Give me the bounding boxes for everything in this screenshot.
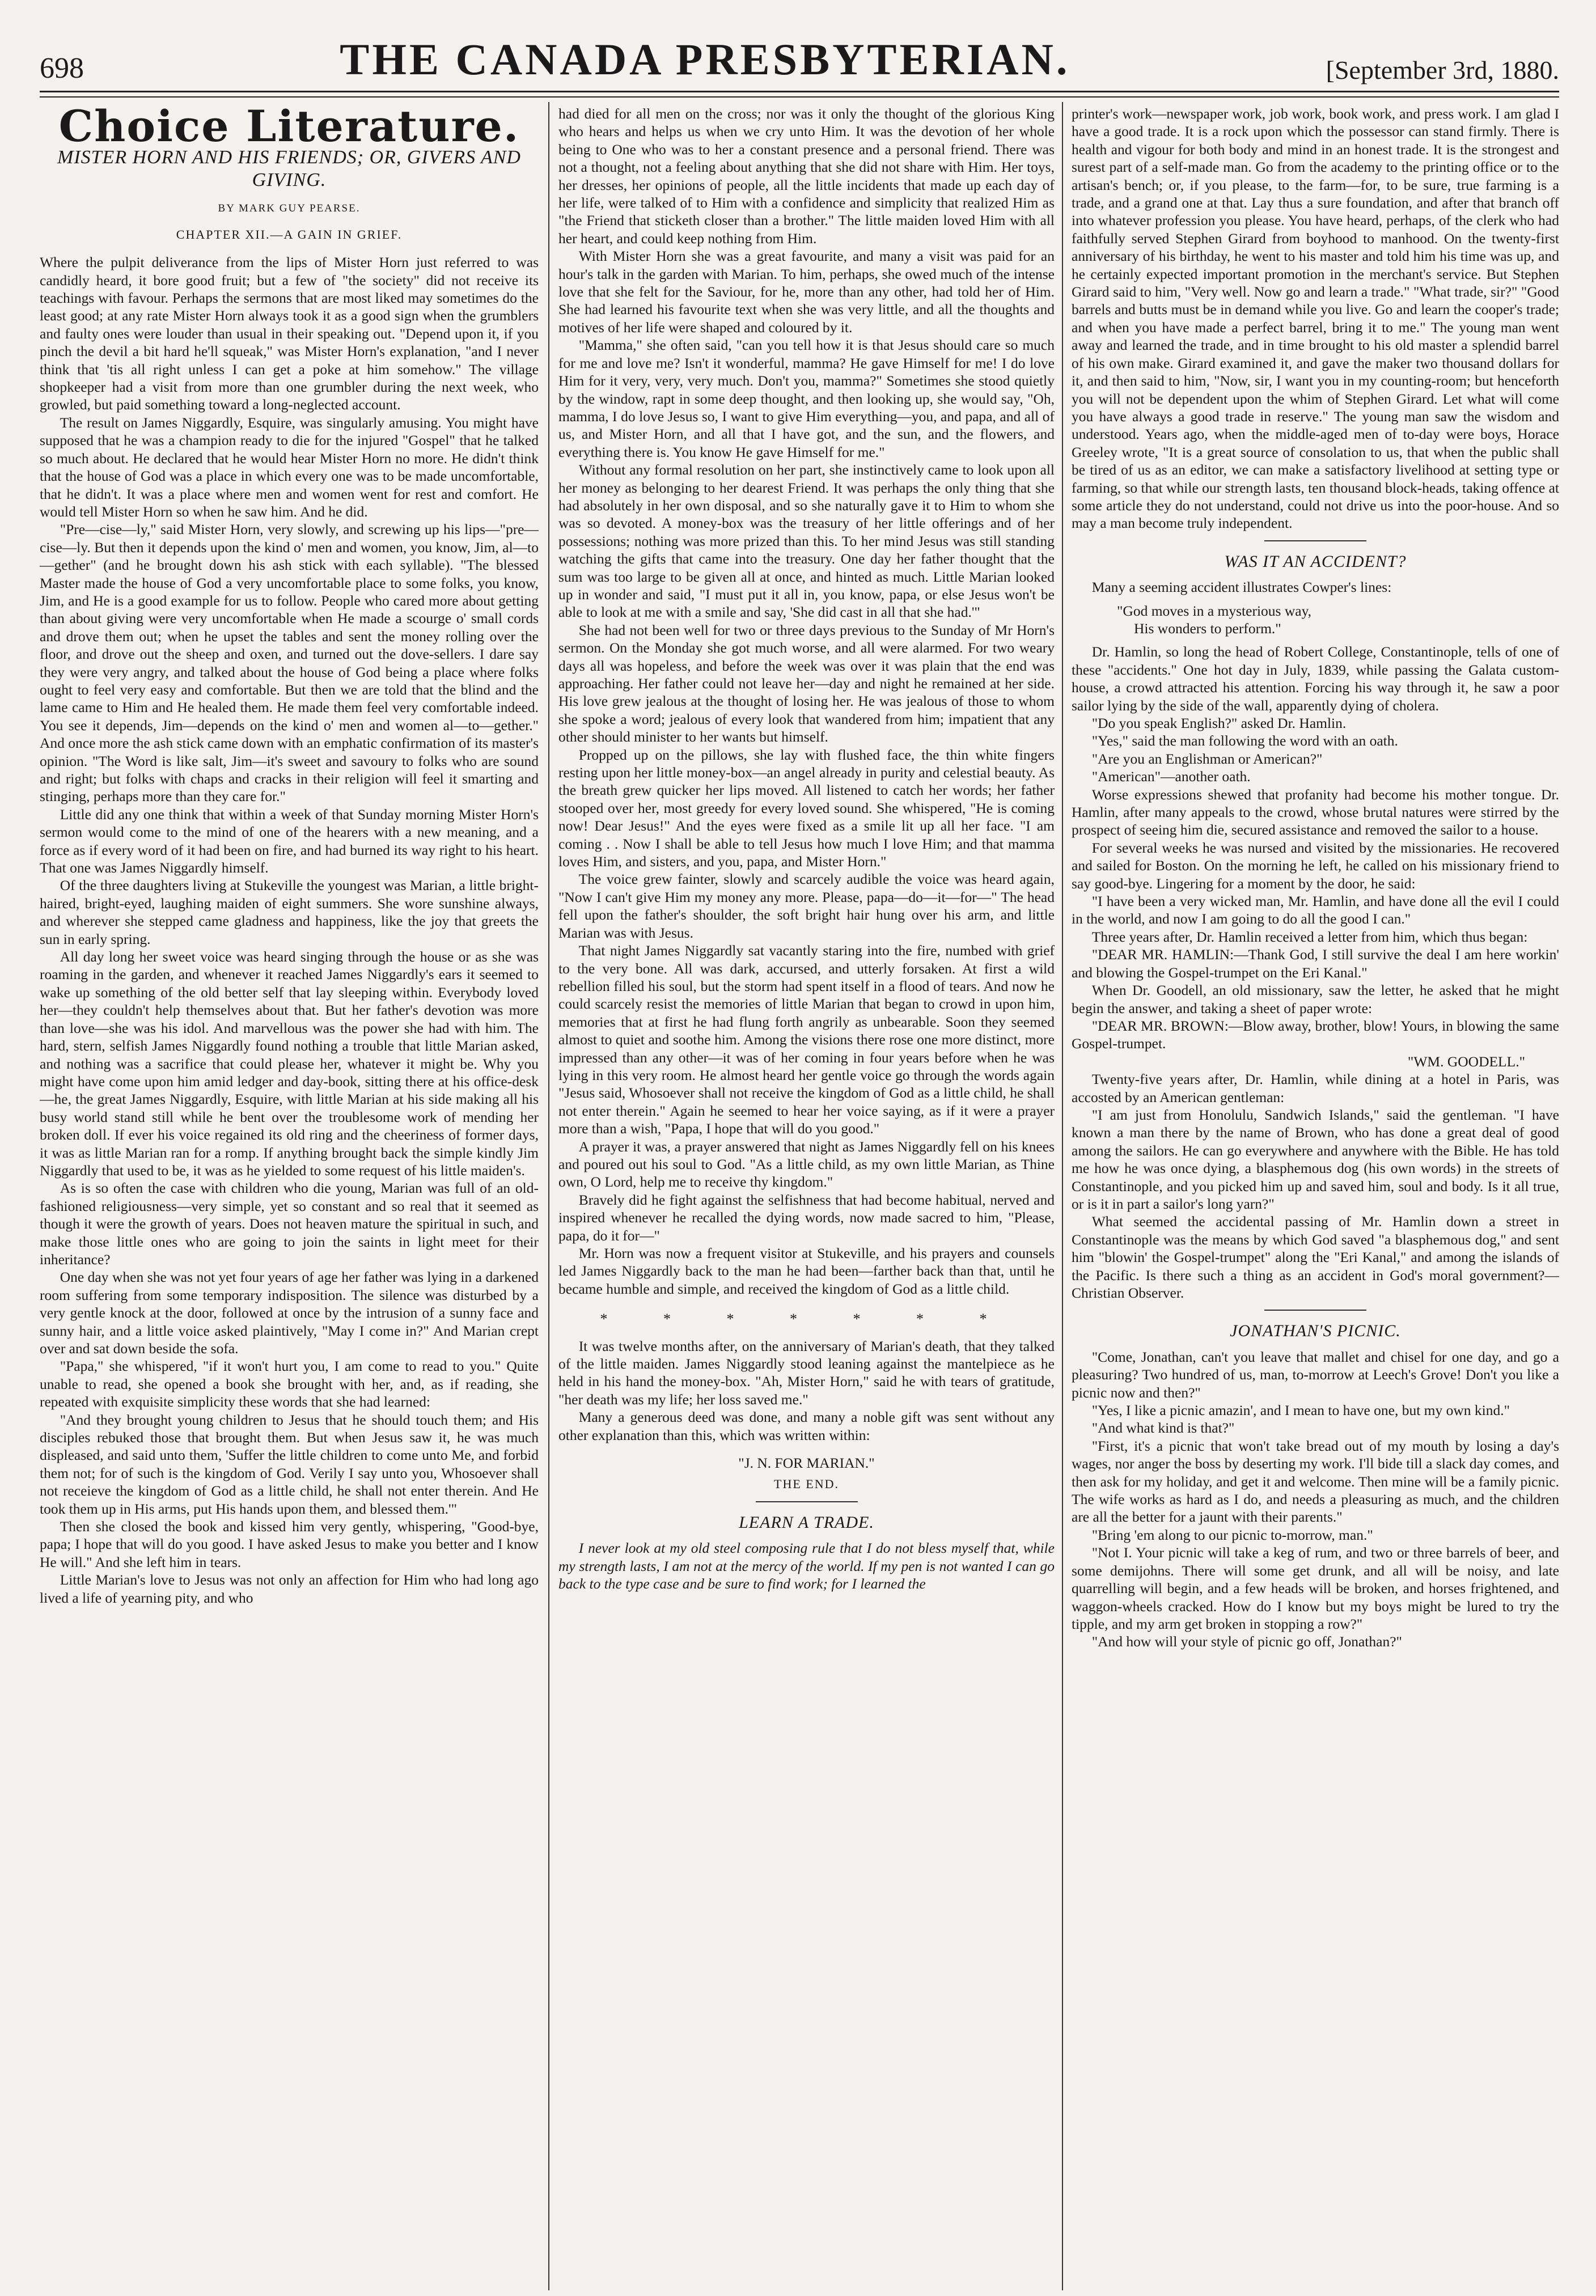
paragraph: Propped up on the pillows, she lay with flushed face, the thin white fingers resting upon her little money-box—an angel already in purity and celestial beauty. As the breath grew quicker her lips moved. All listened to catch her words; her father stooped over her, most greedy for every loved sound. She whispered, "He is coming now! Dear Jesus!" And the eyes were fixed as a smile lit up all her face. "I am coming . . Now I shall be able to tell Jesus how much I love Him; and that mamma loves Him, and sisters, and you, papa, and Mister Horn."	[558, 746, 1055, 870]
paragraph: "I have been a very wicked man, Mr. Hamlin, and have done all the evil I could in the world, and now I am going to do all the good I can."	[1072, 893, 1559, 927]
paragraph: When Dr. Goodell, an old missionary, saw the letter, he asked that he might begin the answer, and taking a sheet of paper wrote:	[1072, 982, 1559, 1016]
paragraph: Dr. Hamlin, so long the head of Robert College, Constantinople, tells of one of these "accidents." One hot day in July, 1839, while passing the Galata custom-house, a crowd attracted his attention. Forcing his way through it, he saw a poor sailor lying by the side of the wall, apparently dying of cholera.	[1072, 643, 1559, 714]
paragraph: Twenty-five years after, Dr. Hamlin, while dining at a hotel in Paris, was accosted by an American gentleman:	[1072, 1071, 1559, 1105]
header-rule-thin	[40, 96, 1559, 98]
paragraph: A prayer it was, a prayer answered that night as James Niggardly fell on his knees and poured out his soul to God. "As a little child, as my own little Marian, as Thine own, O Lord, help me to receive thy kingdom."	[558, 1138, 1055, 1191]
letter-signature: "WM. GOODELL."	[1407, 1053, 1525, 1070]
paragraph: Where the pulpit deliverance from the lips of Mister Horn just referred to was candidly heard, it bore good fruit; but a few of "the society" did not receive its teachings with favour. Perhaps the sermons that are most liked may sometimes do the least good; at any rate Mister Horn always took it as a good sign when the grumblers and faulty ones were louder than usual in their speaking out. "Depend upon it, if you pinch the devil a bit hard he'll squeak," was Mister Horn's explanation, "and I never think that 'tis all right unless I can get a poke at him somehow." The village shopkeeper had a visit from more than one grumbler during the next week, who growled, but paid something toward a long-neglected account.	[40, 254, 539, 413]
paragraph: "Are you an Englishman or American?"	[1091, 750, 1323, 767]
paragraph: Of the three daughters living at Stukeville the youngest was Marian, a little bright-haired, bright-eyed, laughing maiden of eight summers. She wore sunshine always, and wherever she stepped came gladness and happiness, like the joy that greets the sun in early spring.	[40, 877, 539, 947]
paragraph: "Do you speak English?" asked Dr. Hamlin.	[1091, 715, 1347, 731]
paragraph: "First, it's a picnic that won't take bread out of my mouth by losing a day's wages, nor anger the boss by deserting my work. I'll bide till a slack day comes, and then ask for my holiday, and get it and welcome. Then mine will be a family picnic. The wife works as hard as I do, and needs a pleasuring as much, and the children are all the better for a jaunt with their parents."	[1072, 1437, 1559, 1526]
paragraph: Bravely did he fight against the selfishness that had become habitual, nerved and inspired whenever he recalled the dying words, now made sacred to him, "Please, papa, do it for—"	[558, 1191, 1055, 1244]
article-byline: BY MARK GUY PEARSE.	[218, 202, 361, 215]
paragraph: "Papa," she whispered, "if it won't hurt you, I am come to read to you." Quite unable to read, she opened a book she brought with her, and, as if reading, she repeated with exquisite simplicity these words that she had learned:	[40, 1358, 539, 1410]
page-number: 698	[40, 52, 84, 84]
paragraph: What seemed the accidental passing of Mr. Hamlin down a street in Constantinople was the means by which God saved "a blasphemous dog," and sent him "blowin' the Gospel-trumpet" along the "Eri Kanal," and among the islands of the Pacific. Is there such a thing as an accident in God's moral government?—Christian Observer.	[1072, 1213, 1559, 1301]
paragraph: All day long her sweet voice was heard singing through the house or as she was roaming in the garden, and whenever it reached James Niggardly's ears it seemed to wake up something of the old better self that lay sleeping within. Everybody loved her—they couldn't help themselves about that. But her father's devotion was more than love—she was his idol. And marvellous was the power she had with him. The hard, stern, selfish James Niggardly found nothing a trouble that little Marian asked, and nothing was a sacrifice that could please her, whatever it might be. Why you might have come upon him amid ledger and day-book, sitting there at his office-desk—he, the great James Niggardly, Esquire, with little Marian at his side making all his busy world stand still while he bent over the troublesome work of mending her broken doll. If ever his voice regained its old ring and the cheeriness of former days, it was as little Marian ran for a romp. If anything brought back the simple kindly Jim Niggardly that used to be, it was as he yielded to some request of his little maiden's.	[40, 948, 539, 1179]
the-end: THE END.	[774, 1477, 839, 1492]
divider	[1264, 1310, 1366, 1311]
paragraph: "And what kind is that?"	[1091, 1420, 1235, 1437]
verse-line: "God moves in a mysterious way,	[1117, 602, 1312, 619]
column-2	[558, 105, 1055, 2285]
paragraph: "Mamma," she often said, "can you tell how it is that Jesus should care so much for me and love me? Isn't it wonderful, mamma? He gave Himself for me! I do love Him for it very, very, very much. Don't you, mamma?" Sometimes she stood quietly by the window, rapt in some deep thought, and then looking up, she would say, "Oh, mamma, I do love Jesus so, I want to give Him everything—you, and papa, and all of us, and Mister Horn, and all that I have got, and the sun, and the flowers, and everything there is. You know He gave Himself for me."	[558, 337, 1055, 460]
paragraph: "And they brought young children to Jesus that he should touch them; and His disciples rebuked those that brought them. But when Jesus saw it, he was much displeased, and said unto them, 'Suffer the little children to come unto Me, and forbid them not; for of such is the kingdom of God. Verily I say unto you, Whosoever shall not receieve the kingdom of God as a little child, he shall not enter therein. And He took them up in His arms, put His hands upon them, and blessed them.'"	[40, 1411, 539, 1517]
article-title: MISTER HORN AND HIS FRIENDS; OR, GIVERS AND GIVING.	[57, 147, 521, 191]
column-3	[1072, 105, 1559, 2285]
section-break-stars: * * * * * * *	[600, 1311, 1013, 1328]
paragraph: Three years after, Dr. Hamlin received a letter from him, which thus began:	[1091, 928, 1528, 945]
paragraph: The voice grew fainter, slowly and scarcely audible the voice was heard again, "Now I can't give Him my money any more. Please, papa—do—it—for—" The head fell upon the father's shoulder, the soft bright hair hung over his arm, and little Marian was with Jesus.	[558, 871, 1055, 941]
paragraph: "DEAR MR. BROWN:—Blow away, brother, blow! Yours, in blowing the same Gospel-trumpet.	[1072, 1017, 1559, 1052]
paragraph: "Come, Jonathan, can't you leave that mallet and chisel for one day, and go a pleasuring? Two hundred of us, man, to-morrow at Leech's Grove! Don't you like a picnic now and then?"	[1072, 1348, 1559, 1401]
paragraph: For several weeks he was nursed and visited by the missionaries. He recovered and sailed for Boston. On the morning he left, he called on his missionary friend to say good-bye. Lingering for a moment by the door, he said:	[1072, 839, 1559, 892]
paragraph: "Not I. Your picnic will take a keg of rum, and two or three barrels of beer, and some demijohns. There will some get drunk, and all will be noisy, and late quarrelling will begin, and a few heads will be broken, and horses frightened, and waggon-wheels cracked. How do I know but my boys might be lured to try the tipple, and my arm get broken in stopping a row?"	[1072, 1544, 1559, 1632]
paragraph: "And how will your style of picnic go off, Jonathan?"	[1091, 1633, 1402, 1650]
paragraph: Then she closed the book and kissed him very gently, whispering, "Good-bye, papa; I hope that will do you good. I have asked Jesus to make you better and I know He will." And she left him in tears.	[40, 1518, 539, 1570]
section-title: Choice Literature.	[58, 105, 520, 151]
paragraph: Without any formal resolution on her part, she instinctively came to look upon all her money as belonging to her dearest Friend. It was perhaps the only thing that she had absolutely in her own disposal, and so she naturally gave it to Him to whom she was so devoted. A money-box was the treasury of her little offerings and of her possessions; nothing was more prized than this. To her mind Jesus was still standing watching the gifts that came into the treasury. One day her father thought that the sum was too large to be given all at once, and hinted as much. Little Marian looked up in wonder and said, "I must put it all in, you know, papa, or else Jesus won't be able to look at me with a smile and say, 'She did cast in all that she had.'"	[558, 461, 1055, 621]
paragraph: printer's work—newspaper work, job work, book work, and press work. I am glad I have a good trade. It is a rock upon which the possessor can stand firmly. There is health and vigour for both body and mind in an honest trade. It is the strongest and surest part of a self-made man. Go from the academy to the printing office or to the artisan's bench; or, if you please, to the farm—for, to be sure, true farming is a trade, and a grand one at that. Lay thus a sure foundation, and after that branch off into whatever profession you please. You have heard, perhaps, of the clerk who had faithfully served Stephen Girard from boyhood to manhood. On the twenty-first anniversary of his birthday, he went to his master and told him his time was up, and he certainly expected important promotion in the merchant's service. But Stephen Girard said to him, "Very well. Now go and learn a trade." "What trade, sir?" "Good barrels and butts must be in demand while you live. Go and learn the cooper's trade; and when you have made a perfect barrel, bring it to me." The young man went away and learned the trade, and in time brought to his old master a splendid barrel of his own make. Girard examined it, and gave the maker two thousand dollars for it, and then said to him, "Now, sir, I want you in my counting-room; but henceforth you will not be dependent upon the whim of Stephen Girard. Let what will come you have always a good trade in reserve." The young man saw the wisdom and understood. Years ago, when the middle-aged men of to-day were boys, Horace Greeley wrote, "It is a great source of consolation to us, that when the public shall be tired of us as an editor, we can make a satisfactory livelihood at setting type or farming, so that while our strength lasts, ten thousand block-heads, taking offence at some article they do not understand, could not drive us into the poor-house. And so may a man become truly independent.	[1072, 105, 1559, 532]
paragraph: The result on James Niggardly, Esquire, was singularly amusing. You might have supposed that he was a champion ready to die for the injured "Gospel" that he talked so much about. He declared that he would hear Mister Horn no more. He didn't think that the house of God was a place in which every one was to be made uncomfortable, that he didn't. It was a place where men and women went for rest and comfort. He would tell Mister Horn so when he saw him. And he did.	[40, 414, 539, 520]
paragraph: It was twelve months after, on the anniversary of Marian's death, that they talked of the little maiden. James Niggardly stood leaning against the mantelpiece as he held in his hand the money-box. "Ah, Mister Horn," said he with tears of gratitude, "her death was my life; her loss saved me."	[558, 1337, 1055, 1408]
paragraph: had died for all men on the cross; nor was it only the thought of the glorious King who hears and helps us when we cry unto Him. It was the devotion of her whole being to One who was to her a constant presence and a personal friend. There was not a thought, not a feeling about anything that she did not share with Him. Her toys, her dresses, her opinions of people, all the little incidents that made up each day of her life, were talked of to Him with a confidence and simplicity that realized Him as "the Friend that sticketh closer than a brother." The little maiden loved Him with all her heart, and could keep nothing from Him.	[558, 105, 1055, 247]
paragraph: Many a seeming accident illustrates Cowper's lines:	[1091, 579, 1392, 596]
column-divider	[1062, 102, 1063, 2290]
verse-line: His wonders to perform."	[1134, 620, 1281, 637]
page-header	[40, 34, 1559, 85]
paragraph: Little did any one think that within a week of that Sunday morning Mister Horn's sermon would come to the mind of one of the hearers with a new meaning, and a force as if every word of it had been on fire, and had burned its way right to his heart. That one was James Niggardly himself.	[40, 806, 539, 876]
paragraph: "Yes," said the man following the word with an oath.	[1091, 732, 1398, 749]
paragraph: "I am just from Honolulu, Sandwich Islands," said the gentleman. "I have known a man there by the name of Brown, who has done a great deal of good among the sailors. He can go everywhere and anywhere with the Bible. He has told me how he was once dying, a blasphemous dog (his own words) in the streets of Constantinople, and you picked him up and saved him, soul and body. Is it all true, or is it in part a sailor's long yarn?"	[1072, 1106, 1559, 1212]
paragraph: With Mister Horn she was a great favourite, and many a visit was paid for an hour's talk in the garden with Marian. To him, perhaps, she owed much of the intense love that she felt for the Saviour, for he, more than any other, had told her of Him. She had learned his favourite text when she was very little, and all the thoughts and motives of her life were shaped and coloured by it.	[558, 248, 1055, 336]
paragraph: Many a generous deed was done, and many a noble gift was sent without any other explanation than this, which was written within:	[558, 1409, 1055, 1443]
paragraph: She had not been well for two or three days previous to the Sunday of Mr Horn's sermon. On the Monday she got much worse, and all were alarmed. For two weary days all was hopeless, and before the week was over it was plain that the end was approaching. Her father could not leave her—day and night he remained at her side. His love grew jealous at the thought of losing her. He was jealous of those to whom she spoke a word; jealous of every look that wandered from him; impatient that any other should minister to her wants but himself.	[558, 621, 1055, 745]
inscription: "J. N. FOR MARIAN."	[738, 1455, 875, 1472]
paragraph: I never look at my old steel composing rule that I do not bless myself that, while my strength lasts, I am not at the mercy of the world. If my pen is not wanted I can go back to the type case and be sure to find work; for I learned the	[558, 1540, 1055, 1592]
paragraph: One day when she was not yet four years of age her father was lying in a darkened room suffering from some temporary indisposition. The silence was disturbed by a very gentle knock at the door, followed at once by the intrusion of a sunny face and sunny hair, and a little voice asked plaintively, "May I come in?" And Marian crept over and sat down beside the sofa.	[40, 1269, 539, 1357]
paragraph: Little Marian's love to Jesus was not only an affection for Him who had long ago lived a life of yearning pity, and who	[40, 1571, 539, 1606]
paragraph: That night James Niggardly sat vacantly staring into the fire, numbed with grief to the very bone. All was dark, accursed, and utterly forsaken. At first a wild rebellion filled his soul, but the storm had spent itself in a flood of tears. And now he could scarcely resist the memories of little Marian that began to crowd in upon him, memories that at first he had flung forth angrily as unbearable. Soon they seemed almost to quiet and soothe him. Among the visions there rose one more distinct, more impressed than any other—it was of her coming in four years before when he was lying in this very room. He almost heard her gentle voice go through the words again "Jesus said, Whosoever shall not receive the kingdom of God as a little child, he shall not enter therein." Again he seemed to hear her voice saying, as if it were a prayer more than a wish, "Papa, I hope that will do you good."	[558, 942, 1055, 1137]
paragraph: "Yes, I like a picnic amazin', and I mean to have one, but my own kind."	[1091, 1402, 1510, 1419]
issue-date: [September 3rd, 1880.	[1326, 56, 1559, 84]
paragraph: "DEAR MR. HAMLIN:—Thank God, I still survive the deal I am here workin' and blowing the Gospel-trumpet on the Eri Kanal."	[1072, 946, 1559, 981]
article-title-accident: WAS IT AN ACCIDENT?	[1224, 552, 1407, 571]
column-divider	[548, 102, 549, 2290]
header-rule	[40, 91, 1559, 92]
article-title-learn-a-trade: LEARN A TRADE.	[739, 1513, 874, 1532]
paragraph: "Bring 'em along to our picnic to-morrow, man."	[1091, 1526, 1373, 1543]
divider	[1264, 540, 1366, 541]
paragraph: As is so often the case with children who die young, Marian was full of an old-fashioned religiousness—very simple, yet so constant and so real that it seemed as though it were the growth of years. Does not heaven mature the spiritual in such, and make those little ones who are going to join the saints in light meet for their inheritance?	[40, 1180, 539, 1268]
masthead-title: THE CANADA PRESBYTERIAN.	[340, 35, 1070, 84]
paragraph: "American"—another oath.	[1091, 768, 1251, 785]
chapter-heading: CHAPTER XII.—A GAIN IN GRIEF.	[176, 227, 403, 242]
article-title-picnic: JONATHAN'S PICNIC.	[1230, 1321, 1401, 1341]
paragraph: "Pre—cise—ly," said Mister Horn, very slowly, and screwing up his lips—"pre—cise—ly. But then it depends upon the kind o' men and women, you know, Jim, al—to—gether" (and he brought down his ash stick with each syllable). "The blessed Master made the house of God a very uncomfortable place to some folks, you know, Jim, and He is a good example for us to follow. People who cared more about getting than about giving were very uncomfortable when He made a scourge o' small cords and drove them out; when he upset the tables and sent the money rolling over the floor, and drove out the sheep and oxen, and turned out the dove-sellers. I dare say they were very angry, and talked about the house of God being a place where folks ought to feel very easy and comfortable. But then we are told that the blind and the lame came to Him and He healed them. He made them feel very comfortable indeed. You see it depends, Jim—depends on the kind o' men and women al—to—gether." And once more the ash stick came down with an emphatic confirmation of its master's opinion. "The Word is like salt, Jim—it's sweet and savoury to folks who are sound and right; but folks with chaps and cracks in their religion will feel it smarting and stinging, perhaps more than they care for."	[40, 521, 539, 805]
divider	[756, 1501, 858, 1502]
column-1	[40, 105, 539, 2285]
paragraph: Worse expressions shewed that profanity had become his mother tongue. Dr. Hamlin, after many appeals to the crowd, whose brutal natures were stirred by the prospect of seeing him die, secured assistance and removed the sailor to a house.	[1072, 786, 1559, 838]
paragraph: Mr. Horn was now a frequent visitor at Stukeville, and his prayers and counsels led James Niggardly back to the man he had been—farther back than that, until he became humble and simple, and received the kingdom of God as a little child.	[558, 1245, 1055, 1297]
